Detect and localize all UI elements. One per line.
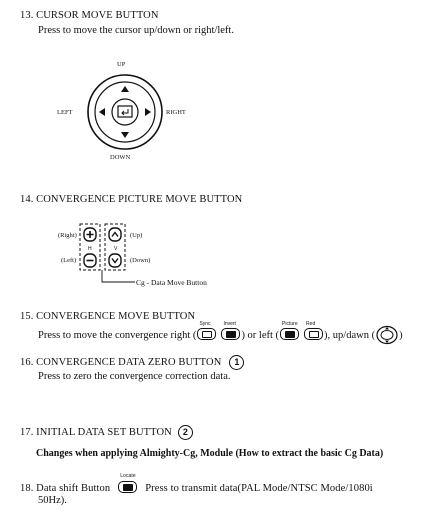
cg-up-label: (Up) — [130, 232, 143, 239]
section-17-row — [20, 425, 193, 440]
arrow-up-icon — [121, 86, 129, 92]
section-17-heading: 17. INITIAL DATA SET BUTTON — [20, 427, 172, 438]
arrow-left-icon — [99, 108, 105, 116]
pill-icon — [197, 328, 216, 340]
up-down-button-icon[interactable] — [376, 325, 398, 345]
initial-set-button-badge[interactable]: 2 — [178, 425, 193, 440]
section-17-note: Changes when applying Almighty-Cg, Module (How to extract the basic Cg Data) — [36, 448, 384, 459]
cg-down-label: (Down) — [130, 257, 151, 264]
section-15-description — [38, 320, 403, 345]
cg-col-h-label: H — [88, 246, 92, 252]
section-16-heading: 16. CONVERGENCE DATA ZERO BUTTON — [20, 357, 222, 368]
cg-col-v-label: V — [114, 246, 118, 252]
pill-icon — [304, 328, 323, 340]
section-18-heading: 18. Data shift Button — [20, 483, 111, 494]
cursor-move-button[interactable] — [85, 72, 165, 152]
arrow-right-icon — [145, 108, 151, 116]
pill-icon — [221, 328, 240, 340]
section-15-text-a: Press to move the convergence right ( — [38, 329, 197, 341]
cg-move-button-group — [78, 222, 138, 284]
section-13-heading: 13. CURSOR MOVE BUTTON — [20, 10, 159, 21]
cursor-up-label: UP — [117, 61, 126, 68]
cursor-down-label: DOWN — [110, 154, 131, 161]
convergence-right-button-1[interactable] — [197, 320, 216, 343]
section-18-row — [20, 473, 373, 496]
pill-icon — [280, 328, 299, 340]
convergence-left-button-2[interactable] — [304, 320, 323, 343]
cg-caption: Cg - Data Move Button — [136, 278, 207, 287]
cg-left-button[interactable] — [84, 254, 96, 267]
section-15-text-d: ) — [399, 329, 403, 341]
button-label: Red — [306, 320, 316, 327]
section-18-description-cont: 50Hz). — [38, 495, 67, 506]
section-18-description: Press to transmit data(PAL Mode/NTSC Mode/1080i — [145, 483, 373, 494]
convergence-left-button-1[interactable] — [280, 320, 299, 343]
pill-icon — [118, 481, 137, 493]
cg-right-label: (Right) — [58, 232, 77, 239]
section-15-text-b: ) or left ( — [241, 329, 280, 341]
section-16-row — [20, 355, 244, 370]
section-14-heading: 14. CONVERGENCE PICTURE MOVE BUTTON — [20, 194, 243, 205]
cg-left-label: (Left) — [61, 257, 77, 264]
section-15-heading: 15. CONVERGENCE MOVE BUTTON — [20, 311, 196, 322]
section-15-text-c: ), up/dawn ( — [324, 329, 376, 341]
section-16-description: Press to zero the convergence correction data. — [38, 371, 231, 382]
data-shift-button[interactable] — [118, 473, 137, 496]
enter-icon — [118, 106, 132, 117]
button-label: Picture — [282, 320, 298, 327]
convergence-right-button-2[interactable] — [221, 320, 240, 343]
cg-right-button[interactable] — [84, 228, 96, 241]
cursor-left-label: LEFT — [57, 109, 73, 116]
button-label: Invert — [223, 320, 236, 327]
cg-up-button[interactable] — [109, 228, 121, 241]
arrow-down-icon — [121, 132, 129, 138]
cursor-right-label: RIGHT — [166, 109, 186, 116]
cg-down-button[interactable] — [109, 254, 121, 267]
zero-button-badge[interactable]: 1 — [229, 355, 244, 370]
button-label: Locate — [120, 473, 136, 479]
button-label: Sync — [199, 320, 211, 327]
section-13-description: Press to move the cursor up/down or right/left. — [38, 25, 234, 36]
